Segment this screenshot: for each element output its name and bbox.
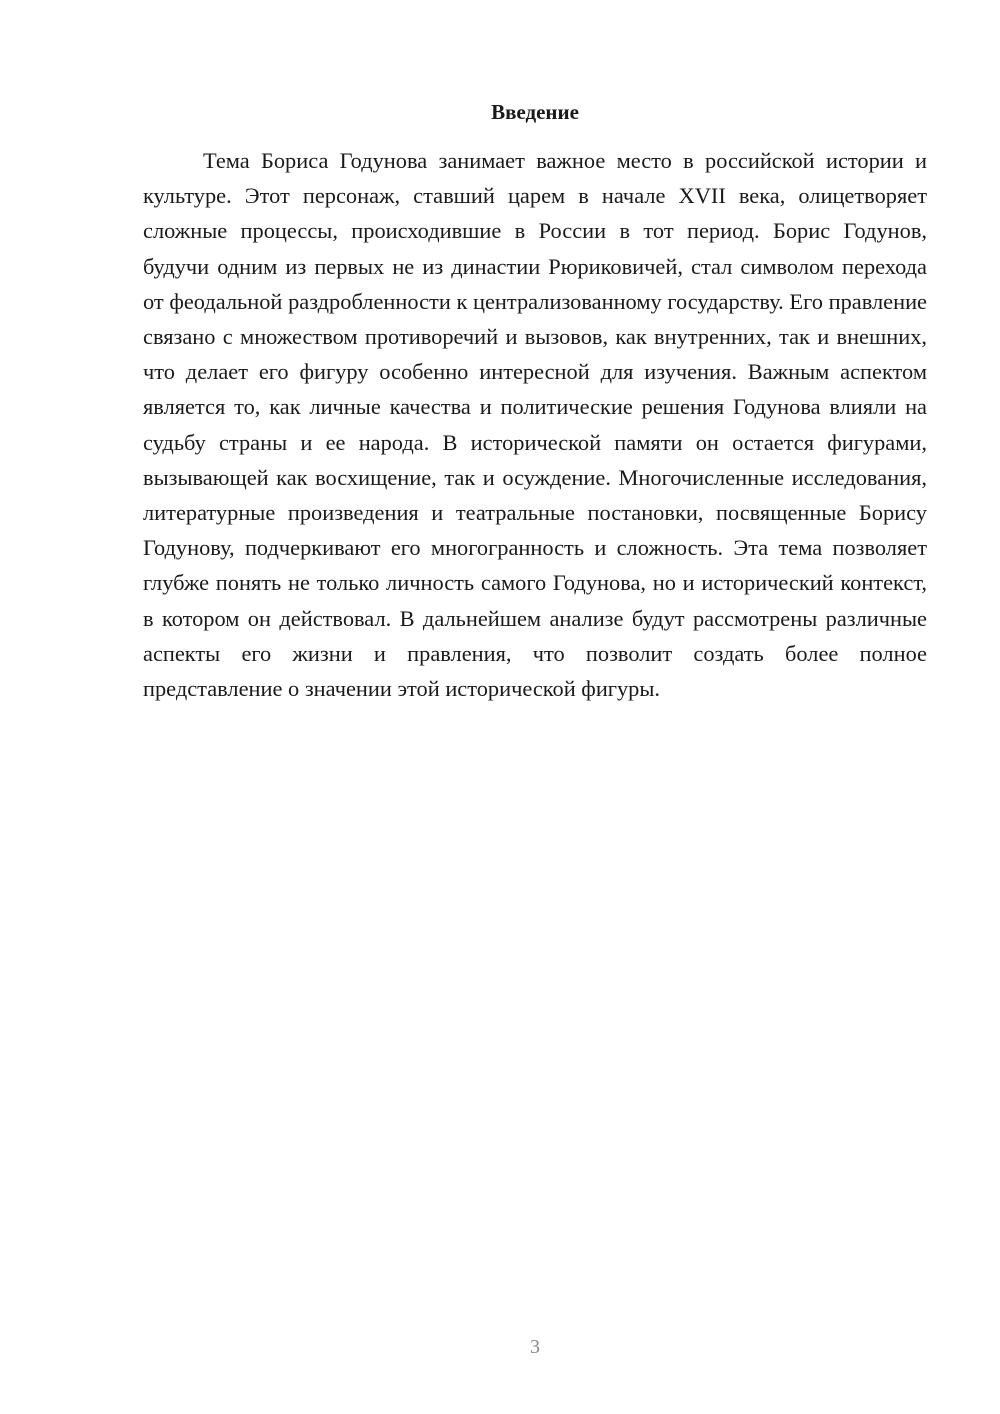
section-heading: Введение	[491, 100, 579, 124]
body-paragraph: Тема Бориса Годунова занимает важное место в российской истории и культуре. Этот персонаж, ставший царем в начале XVII века, олицетворяет сложные процессы, происходившие в России в тот период. Борис Годунов, будучи одним из первых не из династии Рюриковичей, стал символом перехода от феодальной раздробленности к централизованному государству. Его правление связано с множеством противоречий и вызовов, как внутренних, так и внешних, что делает его фигуру особенно интересной для изучения. Важным аспектом является то, как личные качества и политические решения Годунова влияли на судьбу страны и ее народа. В исторической памяти он остается фигурами, вызывающей как восхищение, так и осуждение. Многочисленные исследования, литературные произведения и театральные постановки, посвященные Борису Годунову, подчеркивают его многогранность и сложность. Эта тема позволяет глубже понять не только личность самого Годунова, но и исторический контекст, в котором он действовал. В дальнейшем анализе будут рассмотрены различные аспекты его жизни и правления, что позволит создать более полное представление о значении этой исторической фигуры.	[143, 148, 927, 702]
page-number: 3	[530, 1336, 540, 1358]
